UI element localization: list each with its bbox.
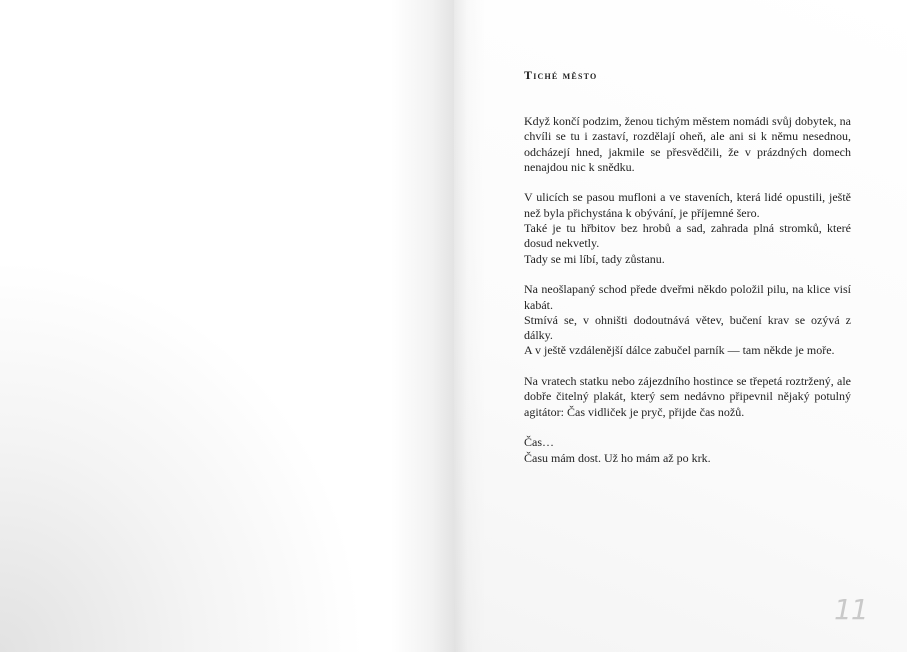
stanza (524, 282, 851, 358)
paragraph: Tady se mi líbí, tady zůstanu. (524, 251, 665, 266)
paragraph: V ulicích se pasou mufloni a ve staveních, která lidé opustili, ještě než byla přichystána k obývání, je příjemné šero. (524, 190, 851, 220)
chapter-title: Tiché město (524, 68, 598, 82)
paragraph: A v ještě vzdálenější dálce zabučel parník — tam někde je moře. (524, 343, 835, 358)
paragraph: Na neošlapaný schod přede dveřmi někdo položil pilu, na klice visí kabát. (524, 282, 851, 312)
paragraph: Na vratech statku nebo zájezdního hostince se třepetá roztržený, ale dobře čitelný plakát, který sem nedávno připevnil nějaký potulný agitátor: Čas vidliček je pryč, přijde čas nožů. (524, 374, 851, 419)
page-number: 11 (834, 593, 868, 626)
poem-text (524, 114, 851, 466)
paragraph: Času mám dost. Už ho mám až po krk. (524, 450, 711, 465)
stanza (524, 374, 851, 420)
paragraph: Čas… (524, 435, 554, 450)
stanza (524, 190, 851, 266)
right-page (454, 0, 907, 652)
paragraph: Také je tu hřbitov bez hrobů a sad, zahrada plná stromků, které dosud nekvetly. (524, 221, 851, 251)
stanza (524, 114, 851, 175)
paragraph: Stmívá se, v ohništi dodoutnává větev, bučení krav se ozývá z dálky. (524, 312, 851, 343)
paragraph: Když končí podzim, ženou tichým městem nomádi svůj dobytek, na chvíli se tu i zastaví, rozdělají oheň, ale ani si k němu nesednou, odcházejí hned, jakmile se přesvědčili, že v prázdných domech nenajdou nic k snědku. (524, 114, 851, 174)
stanza (524, 435, 851, 466)
